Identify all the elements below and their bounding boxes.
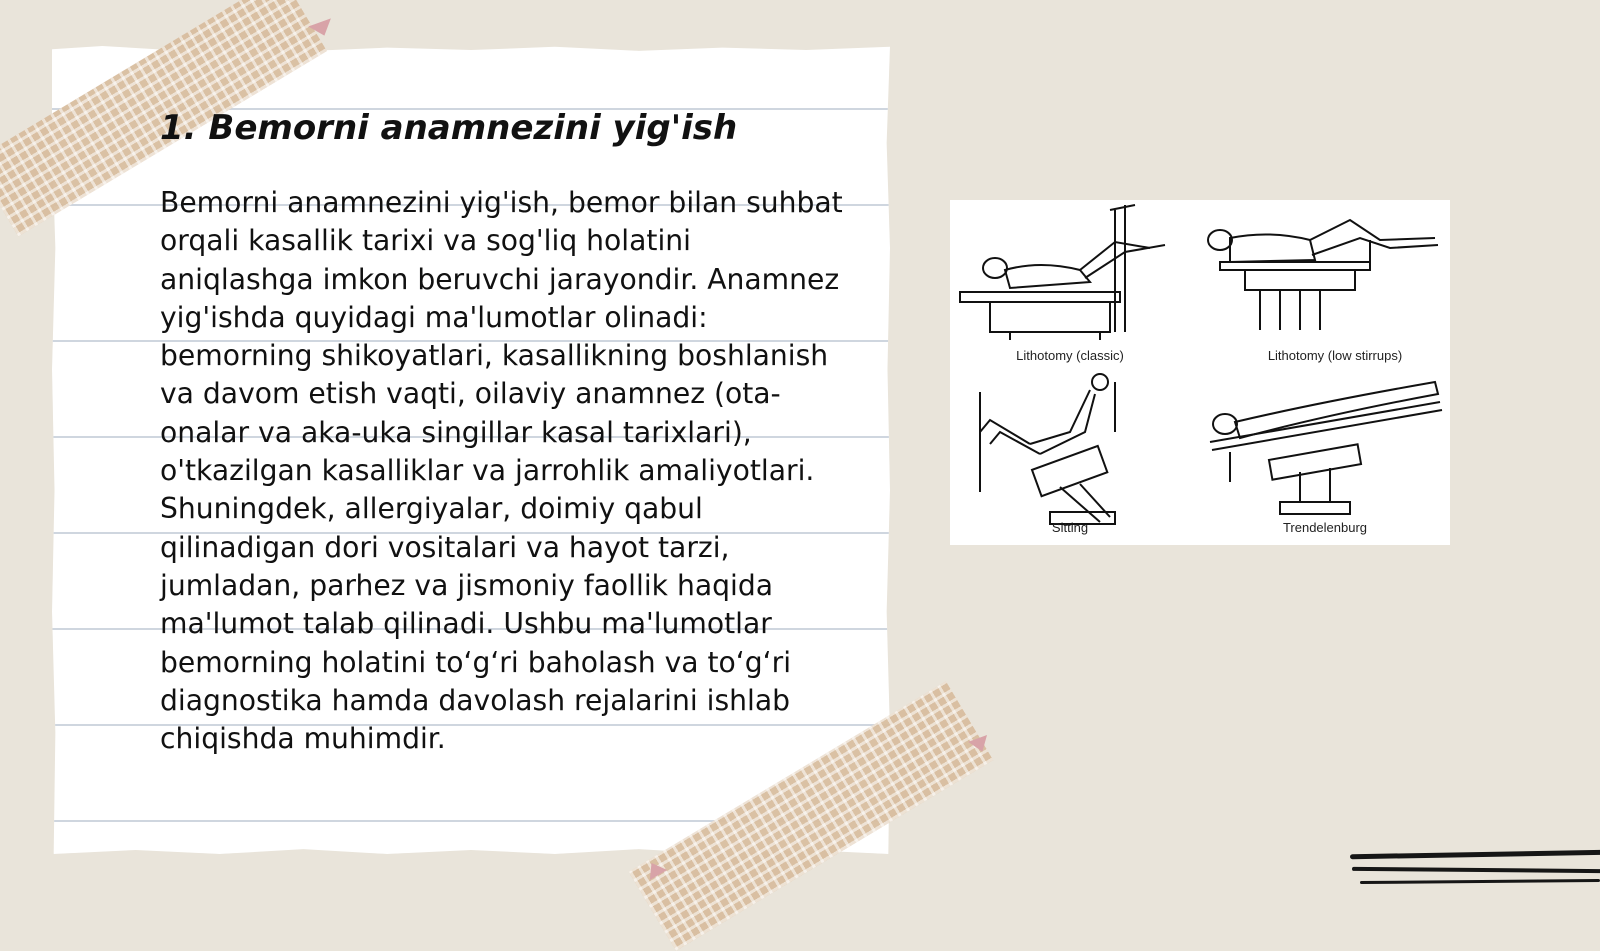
figure-panel-lithotomy-low-stirrups bbox=[1200, 200, 1450, 372]
tape-tip-top bbox=[308, 18, 335, 39]
caption-sitting: Sitting bbox=[1051, 520, 1089, 535]
lithotomy-low-stirrups-drawing bbox=[1200, 200, 1450, 372]
figure-panel-trendelenburg bbox=[1200, 372, 1450, 544]
decorative-line-2 bbox=[1352, 867, 1600, 873]
slide-body-text: Bemorni anamnezini yig'ish, bemor bilan suhbat orqali kasallik tarixi va sog'liq holatini aniqlashga imkon beruvchi jarayondir. Anamnez yig'ishda quyidagi ma'lumotlar olinadi: bemorning shikoyatlari, kasallikning boshlanish va davom etish vaqti, oilaviy anamnez (ota-onalar va aka-uka singillar kasal tarixlari), o'tkazilgan kasalliklar va jarrohlik amaliyotlari. Shuningdek, allergiyalar, doimiy qabul qilinadigan dori vositalari va hayot tarzi, jumladan, parhez va jismoniy faollik haqida ma'lumot talab qilinadi. Ushbu ma'lumotlar bemorning holatini to‘g‘ri baholash va to‘g‘ri diagnostika hamda davolash rejalarini ishlab chiqishda muhimdir. bbox=[160, 186, 843, 756]
sitting-drawing bbox=[950, 372, 1200, 544]
caption-trendelenburg: Trendelenburg bbox=[1282, 520, 1368, 535]
decorative-line-1 bbox=[1350, 850, 1600, 860]
lithotomy-classic-drawing bbox=[950, 200, 1200, 372]
caption-lithotomy-classic: Lithotomy (classic) bbox=[1016, 348, 1124, 363]
trendelenburg-drawing bbox=[1200, 372, 1450, 544]
figure-panel-sitting bbox=[950, 372, 1200, 544]
figure-panel-lithotomy-classic bbox=[950, 200, 1200, 372]
caption-lithotomy-low-stirrups: Lithotomy (low stirrups) bbox=[1267, 348, 1403, 363]
slide-heading: 1. Bemorni anamnezini yig'ish bbox=[160, 108, 738, 148]
patient-positions-figure bbox=[950, 200, 1450, 545]
decorative-line-3 bbox=[1360, 879, 1600, 884]
